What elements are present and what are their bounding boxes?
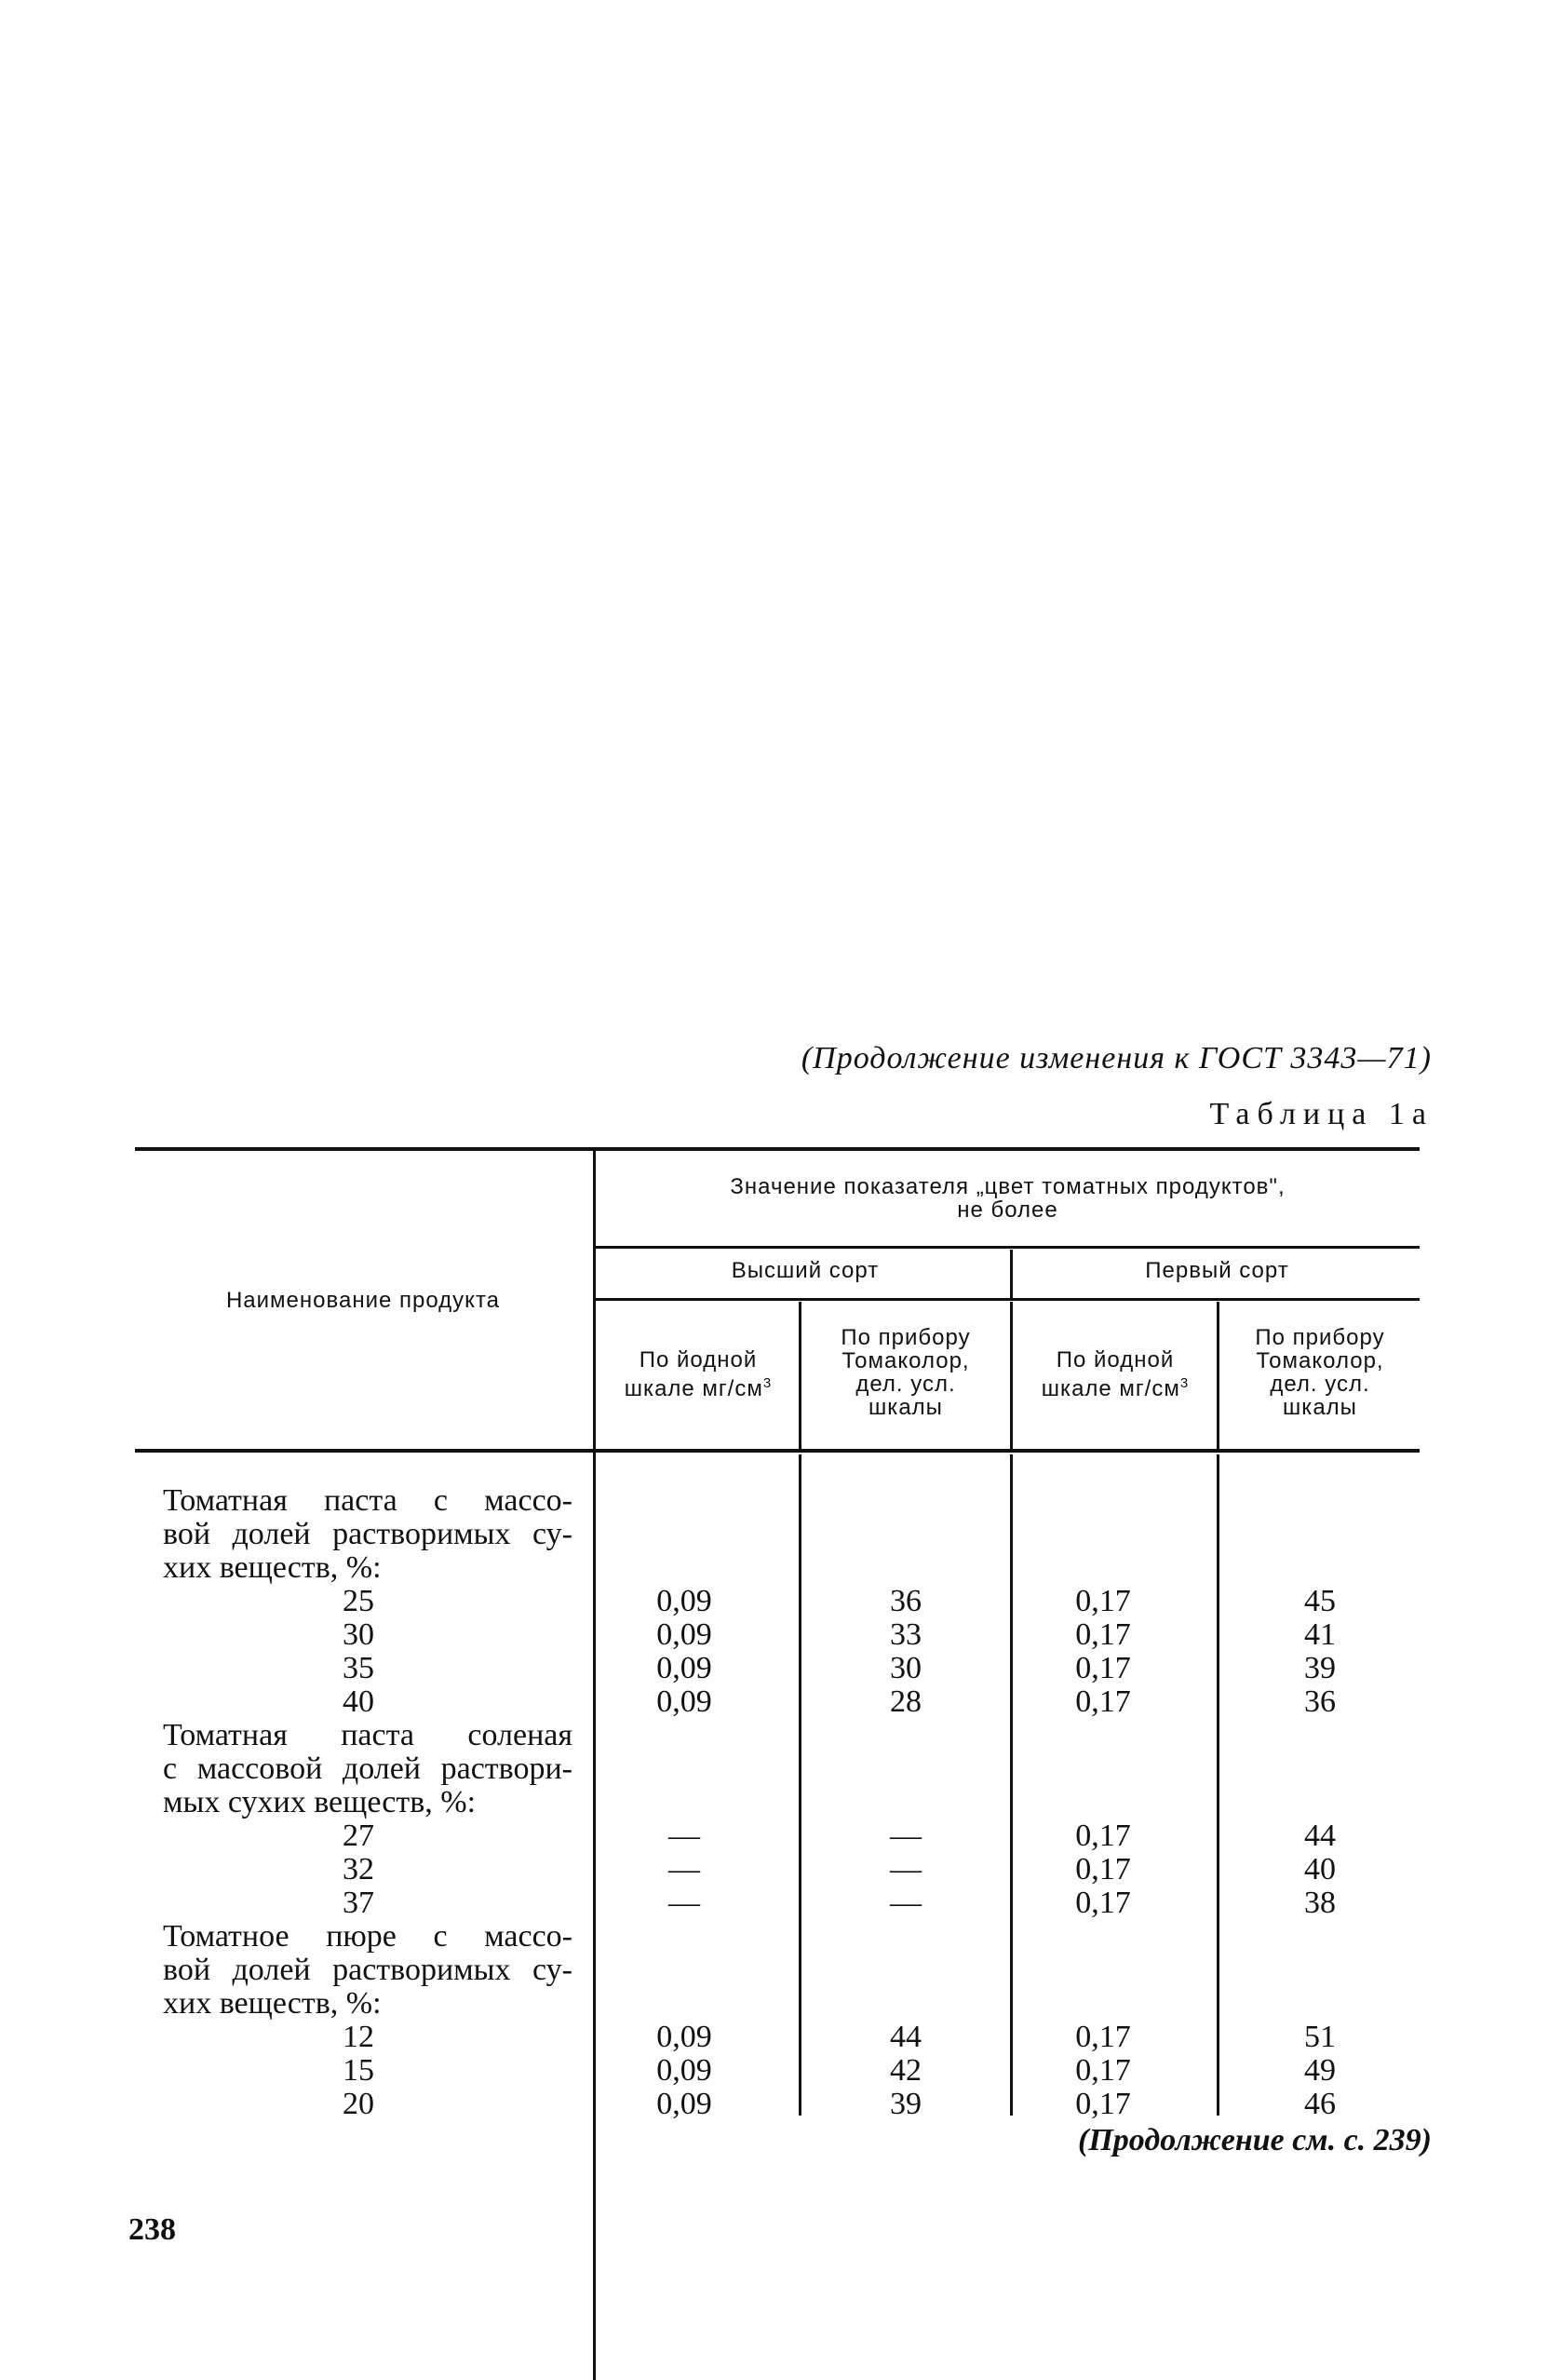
subheader-first-device-line3: дел. усл.	[1270, 1372, 1370, 1397]
product-line: хих веществ, %:	[163, 1550, 382, 1585]
cell-first-iodine: 0,17	[1075, 1584, 1131, 1618]
col-divider-first	[1010, 1302, 1013, 1449]
column-group-header-line2: не более	[957, 1197, 1058, 1223]
table-header-bottom-rule	[135, 1449, 1420, 1453]
cell-high-iodine: 0,09	[656, 2087, 712, 2121]
product-line: Томатная паста соленая	[163, 1718, 572, 1752]
cell-high-iodine: 0,09	[656, 2053, 712, 2088]
row-label: 32	[343, 1852, 374, 1886]
subheader-first-device-line1: По прибору	[1255, 1325, 1385, 1350]
subheader-high-device-line4: шкалы	[869, 1395, 943, 1420]
cell-first-device: 40	[1304, 1852, 1336, 1886]
cell-high-device: 33	[890, 1617, 922, 1652]
cell-high-device: —	[890, 1852, 922, 1886]
row-label: 12	[343, 2020, 374, 2054]
cell-first-device: 41	[1304, 1617, 1336, 1652]
continuation-footer: (Продолжение см. с. 239)	[1078, 2123, 1432, 2157]
row-label: 40	[343, 1684, 374, 1719]
column-group-header	[600, 1175, 1415, 1222]
cell-high-device: 39	[890, 2087, 922, 2121]
cell-first-device: 46	[1304, 2087, 1336, 2121]
row-label: 15	[343, 2053, 374, 2088]
cell-first-device: 39	[1304, 1651, 1336, 1685]
cell-high-iodine: —	[668, 1852, 700, 1886]
grade-first-header: Первый сорт	[1145, 1258, 1289, 1283]
cell-high-device: 44	[890, 2020, 922, 2054]
subheader-first-iodine-line1: По йодной	[1056, 1347, 1175, 1373]
cell-high-device: —	[890, 1819, 922, 1853]
cell-high-iodine: 0,09	[656, 1617, 712, 1652]
body-divider-first	[1010, 1454, 1013, 2116]
cell-first-device: 36	[1304, 1684, 1336, 1719]
subheader-high-iodine-line1: По йодной	[639, 1347, 758, 1373]
subheader-high-device-line1: По прибору	[841, 1325, 971, 1350]
column-group-header-line1: Значение показателя „цвет томатных продуктов",	[730, 1174, 1286, 1199]
cell-first-iodine: 0,17	[1075, 1852, 1131, 1886]
product-line: вой долей растворимых су-	[163, 1953, 572, 1987]
table-top-rule	[135, 1147, 1420, 1151]
continuation-header: (Продолжение изменения к ГОСТ 3343—71)	[801, 1041, 1432, 1075]
product-line: Томатная паста с массо-	[163, 1483, 572, 1518]
subheader-high-iodine	[600, 1348, 796, 1400]
product-line: хих веществ, %:	[163, 1986, 382, 2021]
cell-high-iodine: —	[668, 1886, 700, 1920]
row-label: 30	[343, 1617, 374, 1652]
cell-first-iodine: 0,17	[1075, 1651, 1131, 1685]
cell-first-iodine: 0,17	[1075, 2020, 1131, 2054]
cell-high-device: 30	[890, 1651, 922, 1685]
cell-first-iodine: 0,17	[1075, 2053, 1131, 2088]
product-line: мых сухих веществ, %:	[163, 1785, 477, 1819]
cell-first-iodine: 0,17	[1075, 1684, 1131, 1719]
cell-high-device: 42	[890, 2053, 922, 2088]
cell-first-iodine: 0,17	[1075, 1617, 1131, 1652]
grade-high-header: Высший сорт	[731, 1258, 880, 1283]
cell-first-iodine: 0,17	[1075, 1886, 1131, 1920]
row-label: 25	[343, 1584, 374, 1618]
row-label: 27	[343, 1819, 374, 1853]
cell-high-iodine: 0,09	[656, 2020, 712, 2054]
cell-first-iodine: 0,17	[1075, 2087, 1131, 2121]
column-header-product: Наименование продукта	[225, 1288, 501, 1313]
cell-first-device: 45	[1304, 1584, 1336, 1618]
col-divider-grades	[1010, 1250, 1013, 1298]
group-header-rule	[596, 1246, 1420, 1249]
row-label: 37	[343, 1886, 374, 1920]
cell-high-iodine: 0,09	[656, 1584, 712, 1618]
subheader-high-device-line2: Томаколор,	[842, 1348, 970, 1373]
subheader-first-device-line4: шкалы	[1283, 1395, 1357, 1420]
cell-high-iodine: 0,09	[656, 1651, 712, 1685]
col-divider-first-sub	[1217, 1302, 1219, 1449]
table-label: Таблица 1а	[1209, 1097, 1434, 1131]
subheader-first-iodine	[1015, 1348, 1216, 1400]
subheader-first-device	[1220, 1326, 1420, 1419]
subheader-high-device-line3: дел. усл.	[855, 1372, 956, 1397]
cell-first-device: 49	[1304, 2053, 1336, 2088]
subheader-first-device-line2: Томаколор,	[1256, 1348, 1384, 1373]
product-line: с массовой долей раствори-	[163, 1751, 572, 1786]
product-line: вой долей растворимых су-	[163, 1517, 572, 1551]
subheader-first-iodine-line2: шкале $мг/см^3$	[1041, 1375, 1190, 1401]
subheader-high-iodine-line2: шкале $мг/см^3$	[624, 1375, 773, 1401]
body-divider-first-sub	[1217, 1454, 1219, 2116]
cell-first-iodine: 0,17	[1075, 1819, 1131, 1853]
body-divider-high-sub	[799, 1454, 801, 2116]
cell-high-device: —	[890, 1886, 922, 1920]
cell-first-device: 38	[1304, 1886, 1336, 1920]
row-label: 35	[343, 1651, 374, 1685]
product-line: Томатное пюре с массо-	[163, 1919, 572, 1954]
cell-first-device: 51	[1304, 2020, 1336, 2054]
cell-high-device: 36	[890, 1584, 922, 1618]
subheader-high-device	[802, 1326, 1009, 1419]
page-number: 238	[128, 2212, 176, 2247]
col-divider-product	[593, 1151, 596, 2380]
cell-high-device: 28	[890, 1684, 922, 1719]
cell-high-iodine: 0,09	[656, 1684, 712, 1719]
row-label: 20	[343, 2087, 374, 2121]
col-divider-high-sub	[799, 1302, 801, 1449]
grade-header-rule	[596, 1298, 1420, 1301]
cell-first-device: 44	[1304, 1819, 1336, 1853]
cell-high-iodine: —	[668, 1819, 700, 1853]
